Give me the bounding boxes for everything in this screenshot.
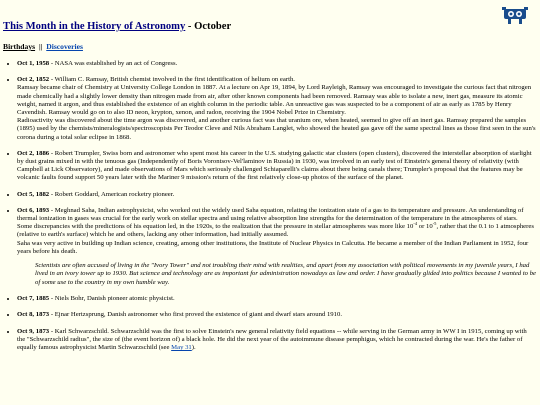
may-31-link[interactable]: May 31 [171,344,192,352]
birthday-list [3,60,536,352]
entry-date: Oct 5, 1882 [17,190,50,198]
list-item [17,207,536,287]
title-suffix: - October [185,21,232,32]
entry-text: Meghnad Saha, Indian astrophysicist, who worked out the widely used Saha equation, relating the ionization state of a gas to its temperature and pressure. An understanding of thermal ionization in gases was crucial for the early work on stellar spectra and using relative absorption line strengths for the determination of the temperature in the atmospheres of stars. [17,206,524,223]
list-item [17,60,536,68]
entry-sep: - [49,149,55,157]
list-item [17,76,536,142]
entry-text-part: or 10 [417,223,433,231]
list-item [17,311,536,319]
entry-text: Robert Trumpler, Swiss born and astronomer who spent most his career in the U.S. studying galactic star clusters (open clusters), discovered the interstellar absorption of starlight by dust grains mixed in with the tenuous gas (Independently of Boris Vorontsov-Vel'laminov in Russia) in 1930, was involved in an early test of Einstein's general theory of relativity (with Campbell at Lick Observatory), and made observations of Mars which seriously challenged Schiaparelli's claims about there being canals there; Trumpler's proposal that the features may be volcanic faults found support 50 years later with the Mariner 9 mission's return of the first relatively close-up photos of the surface of the planet. [17,149,532,182]
entry-text-end: ). [191,344,196,352]
entry-text: William C. Ramsay, British chemist involved in the first identification of helium on earth. [54,76,295,84]
entry-sep: - [49,327,55,335]
entry-text: Robert Goddard, American rocketry pioneer. [54,190,175,198]
entry-text: Niels Bohr, Danish pioneer atomic physicist. [54,295,175,303]
entry-date: Oct 6, 1893 [17,206,50,214]
entry-date: Oct 2, 1886 [17,149,50,157]
entry-sep: - [49,190,55,198]
entry-sep: - [49,295,55,303]
page-title [3,20,536,34]
entry-text-part: Some discrepancies with the predictions of his equation led, in the 1920s, to the realization that the pressure in stellar atmospheres was more like 10 [17,223,414,231]
nav-discoveries-link[interactable]: Discoveries [46,42,83,51]
entry-date: Oct 7, 1885 [17,295,50,303]
entry-paragraph: Saha was very active in building up Indian science, creating, among other institutions, the Institute of Nuclear Physics in Calcutta. He became a member of the Indian Parliament in 1952, four years before his death. [17,239,529,255]
list-item [17,328,536,353]
nav-birthdays[interactable]: Birthdays [3,42,36,51]
list-item [17,295,536,303]
saha-quote: Scientists are often accused of living in the "Ivory Tower" and not troubling their mind with realities, and apart from my association with political movements in my juvenile years, I had lived in an ivory tower up to 1930. But science and technology are as important for administration nowadays as law and order. I have gradually glided into politics because I wanted to be of some use to the country in my own humble way. [35,262,537,286]
entry-paragraph: Ramsay became chair of Chemistry at University College London in 1887. At a lecture on Apr 19, 1894, by Lord Rayleigh, Ramsay was encouraged to investigate the curious fact that nitrogen made chemically had a slightly lower density than nitrogen made from air, after other known components had been removed. Ramsay was able to isolate a new, inert gas, measure its atomic weight, named it argon, and thus established the existence of an eighth column in the periodic table. An unreactive gas was suspected to be a component of air as early as 1785 by Henry Cavendish. Ramsay would go on to also ID neon, krypton, xenon, and radon, receiving the 1904 Nobel Prize in Chemistry. [17,84,532,117]
exponent: -4 [413,221,418,227]
list-item [17,191,536,199]
entry-date: Oct 8, 1873 [17,311,50,319]
list-item [17,150,536,183]
entry-date: Oct 2, 1852 [17,76,50,84]
entry-sep: - [49,60,55,67]
entry-text: NASA was established by an act of Congress. [54,60,178,67]
entry-text: Karl Schwarzschild. Schwarzschild was the first to solve Einstein's new general relativity field equations -- while serving in the German army in WW I in 1915, coming up with the "Schwarzschild radius", the size of (the event horizon of) a black hole. He did the next year of the autoimmune disease pemphigus, which he contracted during the war. He's the father of equally famous astrophysicist Martin Schwarzschild (see [17,327,527,352]
exponent: -5 [432,221,437,227]
nav-bar [3,42,536,52]
entry-sep: - [49,311,55,319]
nav-separator: || [38,42,43,51]
entry-paragraph [17,223,536,239]
entry-sep: - [49,206,55,214]
entry-paragraph: Radioactivity was discovered about the time argon was discovered, and another curious fact was that uranium ore, when heated, seemed to give off an inert gas. Ramsay prepared the samples (1895) used by the chemists/mineralogists/spectroscopists Per Teodor Cleve and Nils Abraham Langlet, who showed the heated gas gave off the same spectral lines as those first seen in the sun's corona during a total solar eclipse in 1868. [17,117,536,141]
entry-date: Oct 9, 1873 [17,327,50,335]
entry-text-part: , rather that the 0.1 to 1 atmospheres (relative to earth's surface) which he and others, lacking any other information, had initially assumed. [17,223,534,239]
entry-sep: - [49,76,55,84]
entry-date: Oct 1, 1958 [17,60,50,67]
title-link[interactable]: This Month in the History of Astronomy [3,21,186,32]
entry-text: Ejnar Hertzsprung, Danish astronomer who first proved the existence of giant and dwarf stars around 1910. [54,311,343,319]
telescope-robot-icon [502,5,528,25]
